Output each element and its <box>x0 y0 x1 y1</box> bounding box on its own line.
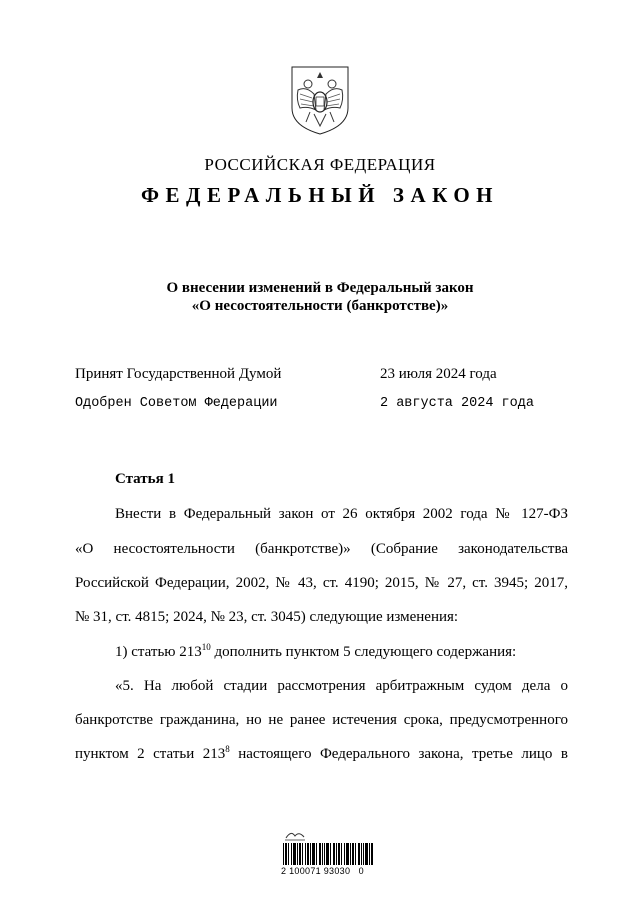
council-approval-label: Одобрен Советом Федерации <box>75 396 278 411</box>
body-line: «5. На любой стадии рассмотрения арбитражным судом дела о <box>115 678 568 694</box>
country-name: РОССИЙСКАЯ ФЕДЕРАЦИЯ <box>204 155 436 174</box>
duma-adoption-label: Принят Государственной Думой <box>75 366 282 382</box>
registration-mark-icon <box>283 828 307 842</box>
body-text: пунктом 2 статьи 213 <box>75 746 226 762</box>
body-line: Российской Федерации, 2002, № 43, ст. 4190; 2015, № 27, ст. 3945; 2017, <box>75 575 568 591</box>
superscript: 8 <box>225 744 230 754</box>
body-line: Внести в Федеральный закон от 26 октября 2002 года № 127-ФЗ <box>115 506 568 522</box>
council-approval-date: 2 августа 2024 года <box>380 396 534 411</box>
document-type: ФЕДЕРАЛЬНЫЙ ЗАКОН <box>141 183 499 207</box>
duma-adoption-date: 23 июля 2024 года <box>380 366 497 382</box>
superscript: 10 <box>201 642 211 652</box>
body-line: «О несостоятельности (банкротстве)» (Собрание законодательства <box>75 541 568 557</box>
article-heading: Статья 1 <box>115 471 175 487</box>
body-line: банкротстве гражданина, но не ранее истечения срока, предусмотренного <box>75 712 568 728</box>
body-line: № 31, ст. 4815; 2024, № 23, ст. 3045) следующие изменения: <box>75 609 459 625</box>
body-text: 1) статью 213 <box>115 644 202 660</box>
body-text: дополнить пунктом 5 следующего содержания: <box>210 644 517 660</box>
law-title-line-2: «О несостоятельности (банкротстве)» <box>191 298 449 314</box>
coat-of-arms-emblem <box>288 64 352 136</box>
law-title-line-1: О внесении изменений в Федеральный закон <box>166 280 474 296</box>
body-line-amendment-1 <box>115 644 568 661</box>
body-line-with-superscript <box>75 746 568 763</box>
barcode-number: 2 100071 93030 0 <box>281 866 364 876</box>
barcode <box>283 843 373 865</box>
body-text: настоящего Федерального закона, третье лицо в <box>229 746 568 762</box>
